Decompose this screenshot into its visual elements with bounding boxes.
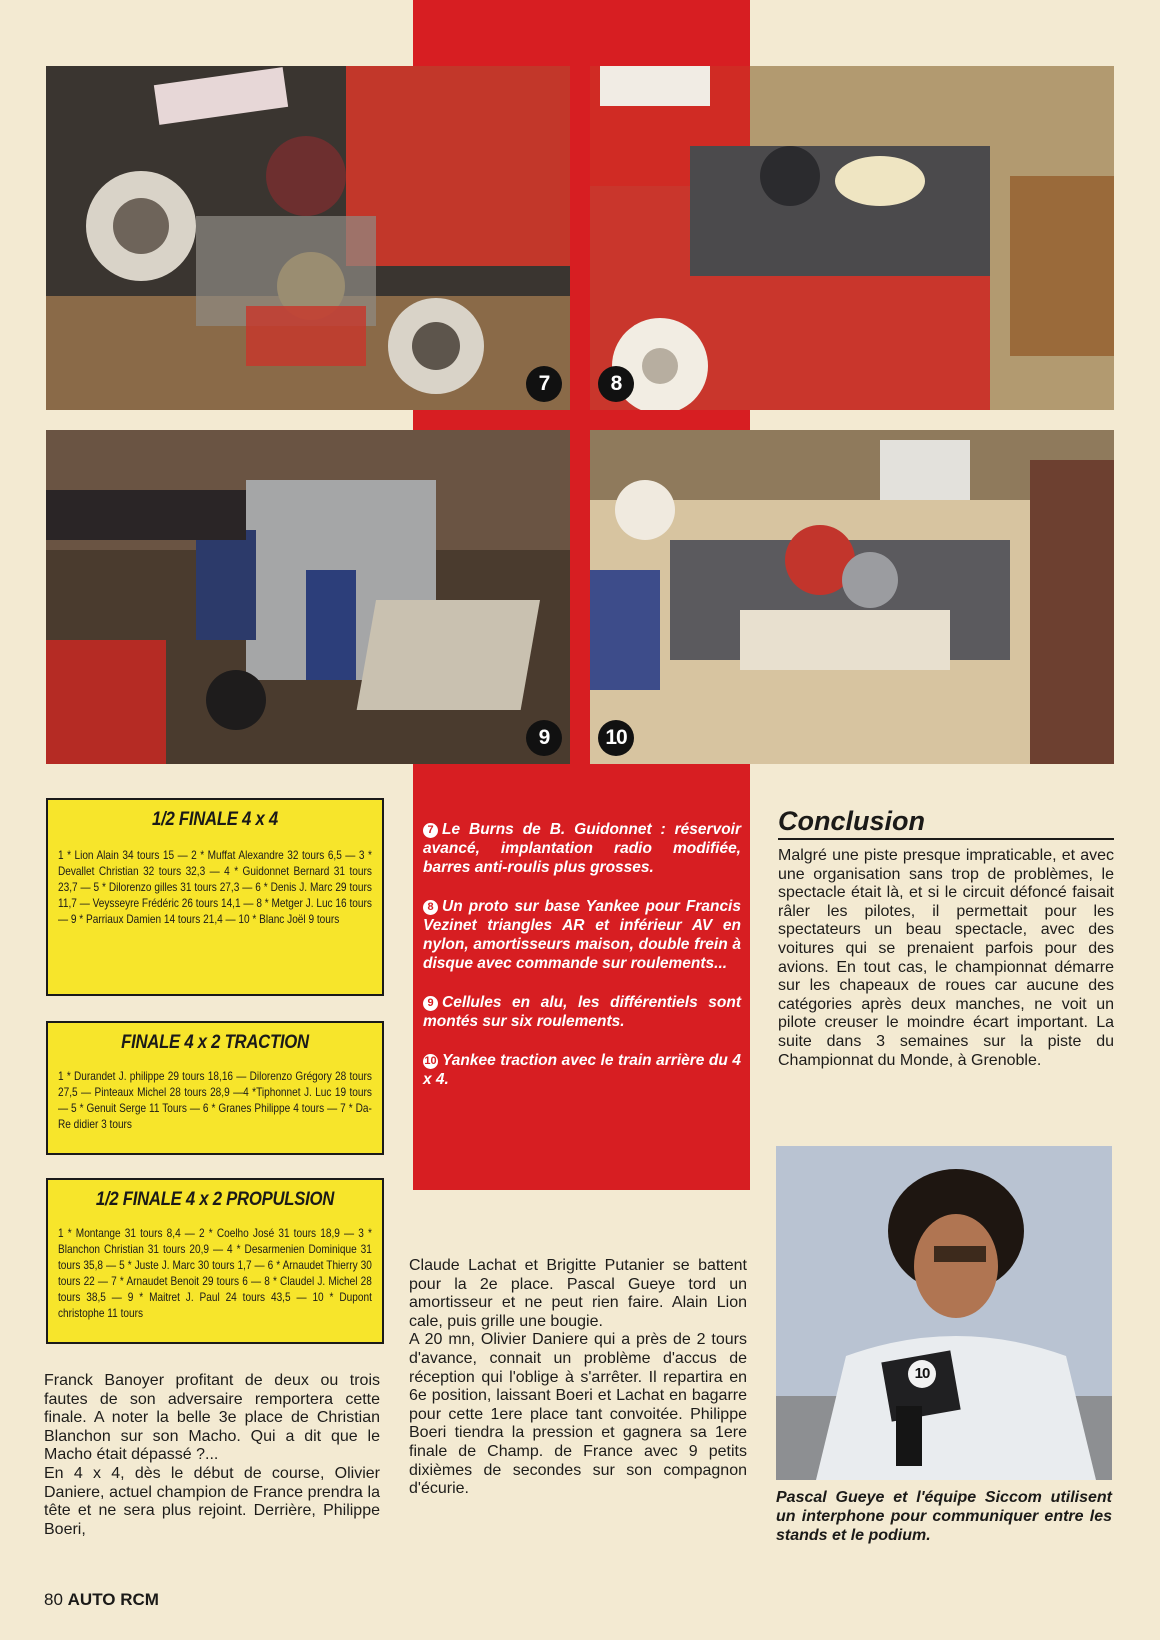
magazine-name: AUTO RCM	[67, 1590, 159, 1609]
caption-9: 9 Cellules en alu, les différentiels sont montés sur six roulements.	[423, 994, 741, 1030]
transmitter-number: 10	[908, 1360, 936, 1388]
photo-number-badge: 10	[598, 720, 634, 756]
results-title: 1/2 FINALE 4 x 4	[152, 809, 278, 830]
article-column-2	[409, 1257, 747, 1499]
caption-number-badge: 7	[423, 823, 438, 838]
photo-number-badge: 7	[526, 366, 562, 402]
results-list: 1 * Montange 31 tours 8,4 — 2 * Coelho José 31 tours 18,9 — 3 * Blanchon Christian 31 tours 20,9 — 4 * Desarmenien Dominique 31 tours 35,8 — 5 * Juste J. Marc 30 tours 1,7 — 6 * Arnaudet Thierry 30 tours 22 — 7 * Arnaudet Benoit 29 tours 6 — 8 * Claudel J. Michel 28 tours 38,5 — 9 * Maitret J. Paul 24 tours 43,5 — 10 * Dupont christophe 11 tours	[58, 1226, 372, 1320]
caption-number-badge: 8	[423, 900, 438, 915]
photo-captions	[423, 820, 741, 1109]
portrait-caption: Pascal Gueye et l'équipe Siccom utilisent un interphone pour communiquer entre les stands et le podium.	[776, 1489, 1112, 1544]
photo-9-alu-chassis	[46, 430, 570, 764]
photo-number-badge: 9	[526, 720, 562, 756]
caption-10: 10 Yankee traction avec le train arrière du 4 x 4.	[423, 1052, 741, 1088]
results-list: 1 * Lion Alain 34 tours 15 — 2 * Muffat Alexandre 32 tours 6,5 — 3 * Devallet Christian 32 tours 32,3 — 4 * Guidonnet Bernard 31 tours 23,7 — 5 * Dilorenzo gilles 31 tours 27,3 — 6 * Denis J. Marc 29 tours 11,7 — Veysseyre Frédéric 26 tours 14,1 — 8 * Metger J. Luc 16 tours — 9 * Parriaux Damien 14 tours 21,4 — 10 * Blanc Joël 9 tours	[58, 848, 372, 926]
caption-number-badge: 10	[424, 1055, 437, 1067]
conclusion-rule	[778, 838, 1114, 840]
conclusion-heading: Conclusion	[778, 806, 925, 836]
results-list: 1 * Durandet J. philippe 29 tours 18,16 — Dilorenzo Grégory 28 tours 27,5 — Pinteaux Michel 28 tours 28,9 —4 *Tiphonnet J. Luc 19 tours — 5 * Genuit Serge 11 Tours — 6 * Granes Philippe 4 tours — 7 * Da-Re didier 3 tours	[58, 1069, 372, 1131]
results-box-final-4x2-traction	[46, 1021, 384, 1155]
page-footer	[44, 1590, 159, 1610]
caption-8: 8 Un proto sur base Yankee pour Francis Vezinet triangles AR et inférieur AV en nylon, amortisseurs maison, double frein à disque avec commande sur roulements...	[423, 898, 741, 972]
photo-7-buggy-engine	[46, 66, 570, 410]
article-paragraph: Claude Lachat et Brigitte Putanier se battent pour la 2e place. Pascal Gueye tord un amortisseur et ne peut rien faire. Alain Lion cale, puis grille une bougie.	[409, 1257, 747, 1330]
article-column-1	[44, 1372, 380, 1539]
article-paragraph: En 4 x 4, dès le début de course, Olivier Daniere, actuel champion de France prendra la tête et ne sera plus rejoint. Derrière, Philippe Boeri,	[44, 1464, 380, 1538]
results-box-half-final-4x2-propulsion	[46, 1178, 384, 1344]
photo-number-badge: 8	[598, 366, 634, 402]
page-number: 80	[44, 1590, 63, 1609]
results-box-half-final-4x4	[46, 798, 384, 996]
caption-number-badge: 9	[423, 996, 438, 1011]
caption-7: 7 Le Burns de B. Guidonnet : réservoir avancé, implantation radio modifiée, barres anti-roulis plus grosses.	[423, 821, 741, 876]
article-paragraph: A 20 mn, Olivier Daniere qui a près de 2 tours d'avance, connait un problème d'accus de réception qui l'oblige à s'arrêter. Il repartira en 6e position, laissant Boeri et Lachat en bagarre pour cette 1ere place tant convoitée. Philippe Boeri tiendra la pression et gagnera sa 1ere finale de Champ. de France avec 9 petits dixièmes de secondes sur son compagnon d'écurie.	[409, 1331, 747, 1498]
conclusion-text: Malgré une piste presque impraticable, et avec une organisation sans trop de problèmes, le spectacle était là, et si le circuit défoncé faisait râler les pilotes, il permettait pour les spectateurs un beau spectacle, avec des voitures qui se prenaient parfois pour des avions. En tout cas, le championnat démarre sur les chapeaux de roues car aucune des catégories après deux manches, ne voit un pilote creuser le moindre écart important. La suite dans 3 semaines sur la piste du Championnat du Monde, à Grenoble.	[778, 847, 1114, 1069]
article-paragraph: Franck Banoyer profitant de deux ou trois fautes de son adversaire remportera cette finale. A noter la belle 3e place de Christian Blanchon sur son Macho. Qui a dit que le Macho était dépassé ?...	[44, 1372, 380, 1464]
photo-8-proto-yankee	[590, 66, 1114, 410]
results-title: 1/2 FINALE 4 x 2 PROPULSION	[95, 1189, 335, 1210]
photo-10-yankee-traction	[590, 430, 1114, 764]
results-title: FINALE 4 x 2 TRACTION	[121, 1032, 309, 1053]
photo-pascal-gueye-portrait	[776, 1146, 1112, 1480]
